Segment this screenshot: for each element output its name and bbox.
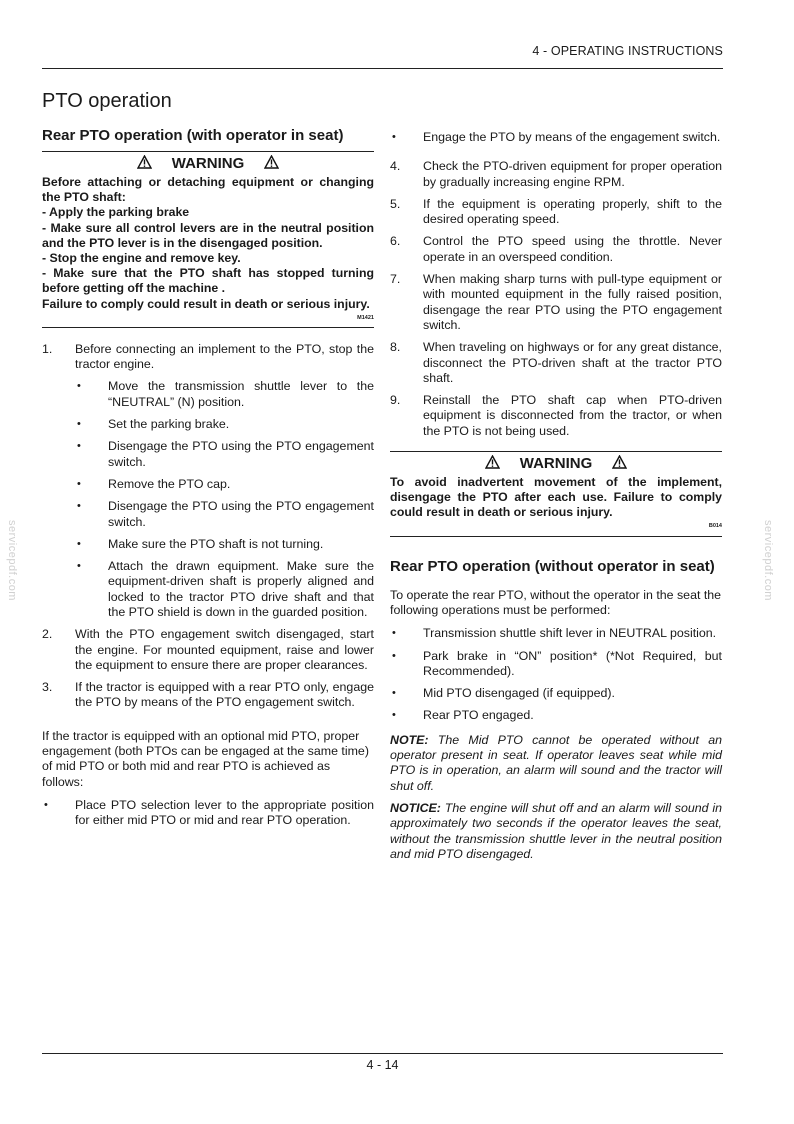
footer-rule [42,1053,723,1054]
list-item-text: Make sure the PTO shaft is not turning. [108,536,324,551]
list-item [75,417,374,432]
list-item [42,798,374,829]
warning-body [42,175,374,312]
warning-title: WARNING [171,155,245,172]
note-label: NOTICE: [390,800,441,815]
list-item [390,130,722,145]
page-number: 4 - 14 [366,1058,399,1072]
warning-line: Before attaching or detaching equipment or changing the PTO shaft: [42,175,374,205]
bullet-icon: • [392,627,396,640]
list-item-text: Remove the PTO cap. [108,476,231,491]
list-item-text: Park brake in “ON” position* (*Not Required, but Recommended). [423,648,722,678]
list-item-text: Transmission shuttle shift lever in NEUTRAL position. [423,626,717,641]
bullet-icon: • [77,537,81,550]
bullet-icon: • [77,380,81,393]
list-item-text: Disengage the PTO using the PTO engagement switch. [108,439,374,469]
warning-box-shaft [42,151,374,328]
note-paragraph [390,733,722,794]
step-number: 8. [390,340,401,355]
left-column [42,126,374,836]
warning-line: - Make sure all control levers are in the neutral position and the PTO lever is in the disengaged position. [42,220,374,250]
list-item [390,686,722,701]
list-item-text: Mid PTO disengaged (if equipped). [423,686,615,701]
warning-line: - Apply the parking brake [42,205,190,220]
bullet-icon: • [44,798,48,811]
list-item-text: Set the parking brake. [108,417,230,432]
step-item [42,627,374,673]
list-item [390,708,722,723]
warning-line: Failure to comply could result in death or serious injury. [42,296,370,311]
step-number: 3. [42,680,53,695]
warning-code: M1421 [357,314,374,321]
warning-code: B014 [708,523,722,530]
step-number: 4. [390,159,401,174]
step-text: If the tractor is equipped with a rear PTO only, engage the PTO by means of the PTO engagement switch. [75,680,374,710]
warning-line: - Make sure that the PTO shaft has stopped turning before getting off the machine . [42,266,374,296]
warning-triangle-icon [264,155,279,174]
step-text: When making sharp turns with pull-type equipment or with mounted equipment in the fully raised position, disengage the rear PTO using the PTO engagement switch. [423,272,722,332]
bullet-icon: • [392,131,396,143]
list-item [75,559,374,620]
right-column [390,130,722,869]
list-item [75,477,374,492]
warning-triangle-icon [137,155,152,174]
section-heading-with-operator: Rear PTO operation (with operator in seat) [42,127,344,144]
list-item-text: Rear PTO engaged. [423,708,534,723]
step-number: 9. [390,393,401,408]
warning-title: WARNING [519,455,593,473]
watermark-left: servicepdf.com [6,520,18,601]
page-title: PTO operation [42,90,172,112]
step-number: 1. [42,341,53,356]
warning-triangle-icon [612,455,627,474]
mid-pto-paragraph: If the tractor is equipped with an optional mid PTO, proper engagement (both PTOs can be engaged at the same time) of mid PTO or both mid and rear PTO is achieved as follows: [42,728,369,789]
list-item [75,439,374,470]
step-item [390,393,722,439]
list-item-text: Move the transmission shuttle lever to the “NEUTRAL” (N) position. [108,379,374,409]
list-item [75,537,374,552]
list-item-text: Attach the drawn equipment. Make sure the equipment-driven shaft is properly aligned and locked to the tractor PTO drive shaft and that the PTO shield is down in the guarded position. [108,559,374,619]
list-item [390,626,722,641]
step-item [42,680,374,711]
list-item [390,649,722,680]
note-text: The engine will shut off and an alarm will sound in approximately two seconds if the operator leaves the seat, without the transmission shuttle lever in the neutral position and mid PTO disengaged. [390,800,722,861]
step-number: 5. [390,196,401,211]
step-number: 7. [390,272,401,287]
step-item [390,272,722,333]
step-text: Check the PTO-driven equipment for proper operation by gradually increasing engine RPM. [423,159,722,189]
step-text: Before connecting an implement to the PTO, stop the tractor engine. [75,341,374,372]
list-item [75,499,374,530]
bullet-icon: • [392,687,396,700]
warning-footer-rule [390,524,722,537]
step-item [390,197,722,228]
bullet-icon: • [77,477,81,490]
note-text: The Mid PTO cannot be operated without an operator present in seat. If operator leaves seat while mid PTO is in operation, an alarm will sound and the tractor will shut off. [390,732,722,793]
list-item-text: Place PTO selection lever to the appropriate position for either mid PTO or mid and rear PTO operation. [75,797,374,828]
warning-footer-rule [42,315,374,328]
note-label: NOTE: [390,732,429,747]
step-text: Reinstall the PTO shaft cap when PTO-driven equipment is disconnected from the tractor, or when the PTO is not being used. [423,393,722,438]
warning-body: To avoid inadvertent movement of the implement, disengage the PTO after each use. Failure to comply could result in death or serious injury. [390,475,722,520]
warning-header [42,155,374,174]
step-text: When traveling on highways or for any great distance, disconnect the PTO-driven shaft at the tractor PTO shaft. [423,340,722,385]
step-item [390,159,722,190]
list-item [75,379,374,410]
running-header: 4 - OPERATING INSTRUCTIONS [532,44,723,58]
notice-paragraph [390,801,722,862]
header-rule [42,68,723,69]
section-heading-without-operator: Rear PTO operation (without operator in seat) [390,557,715,575]
bullet-icon: • [392,649,396,662]
bullet-icon: • [77,500,81,513]
step-number: 6. [390,234,401,249]
bullet-icon: • [77,418,81,431]
watermark-right: servicepdf.com [762,520,774,601]
warning-triangle-icon [485,455,500,474]
bullet-icon: • [77,440,81,453]
bullet-icon: • [392,709,396,722]
step-text: If the equipment is operating properly, shift to the desired operating speed. [423,196,722,227]
step-text: Control the PTO speed using the throttle. Never operate in an overspeed condition. [423,234,722,264]
list-item-text: Engage the PTO by means of the engagement switch. [423,130,721,144]
warning-header [390,455,722,474]
list-item-text: Disengage the PTO using the PTO engagement switch. [108,499,374,529]
step-item [42,342,374,620]
warning-box-disengage [390,451,722,537]
step-number: 2. [42,627,53,642]
step-item [390,234,722,265]
warning-line: - Stop the engine and remove key. [42,251,241,266]
intro-paragraph: To operate the rear PTO, without the operator in the seat the following operations must be performed: [390,587,722,617]
sub-bullet-list [75,379,374,620]
bullet-icon: • [77,560,81,573]
step-item [390,340,722,386]
step-text: With the PTO engagement switch disengaged, start the engine. For mounted equipment, raise and lower the equipment to ensure there are proper clearances. [75,627,374,672]
